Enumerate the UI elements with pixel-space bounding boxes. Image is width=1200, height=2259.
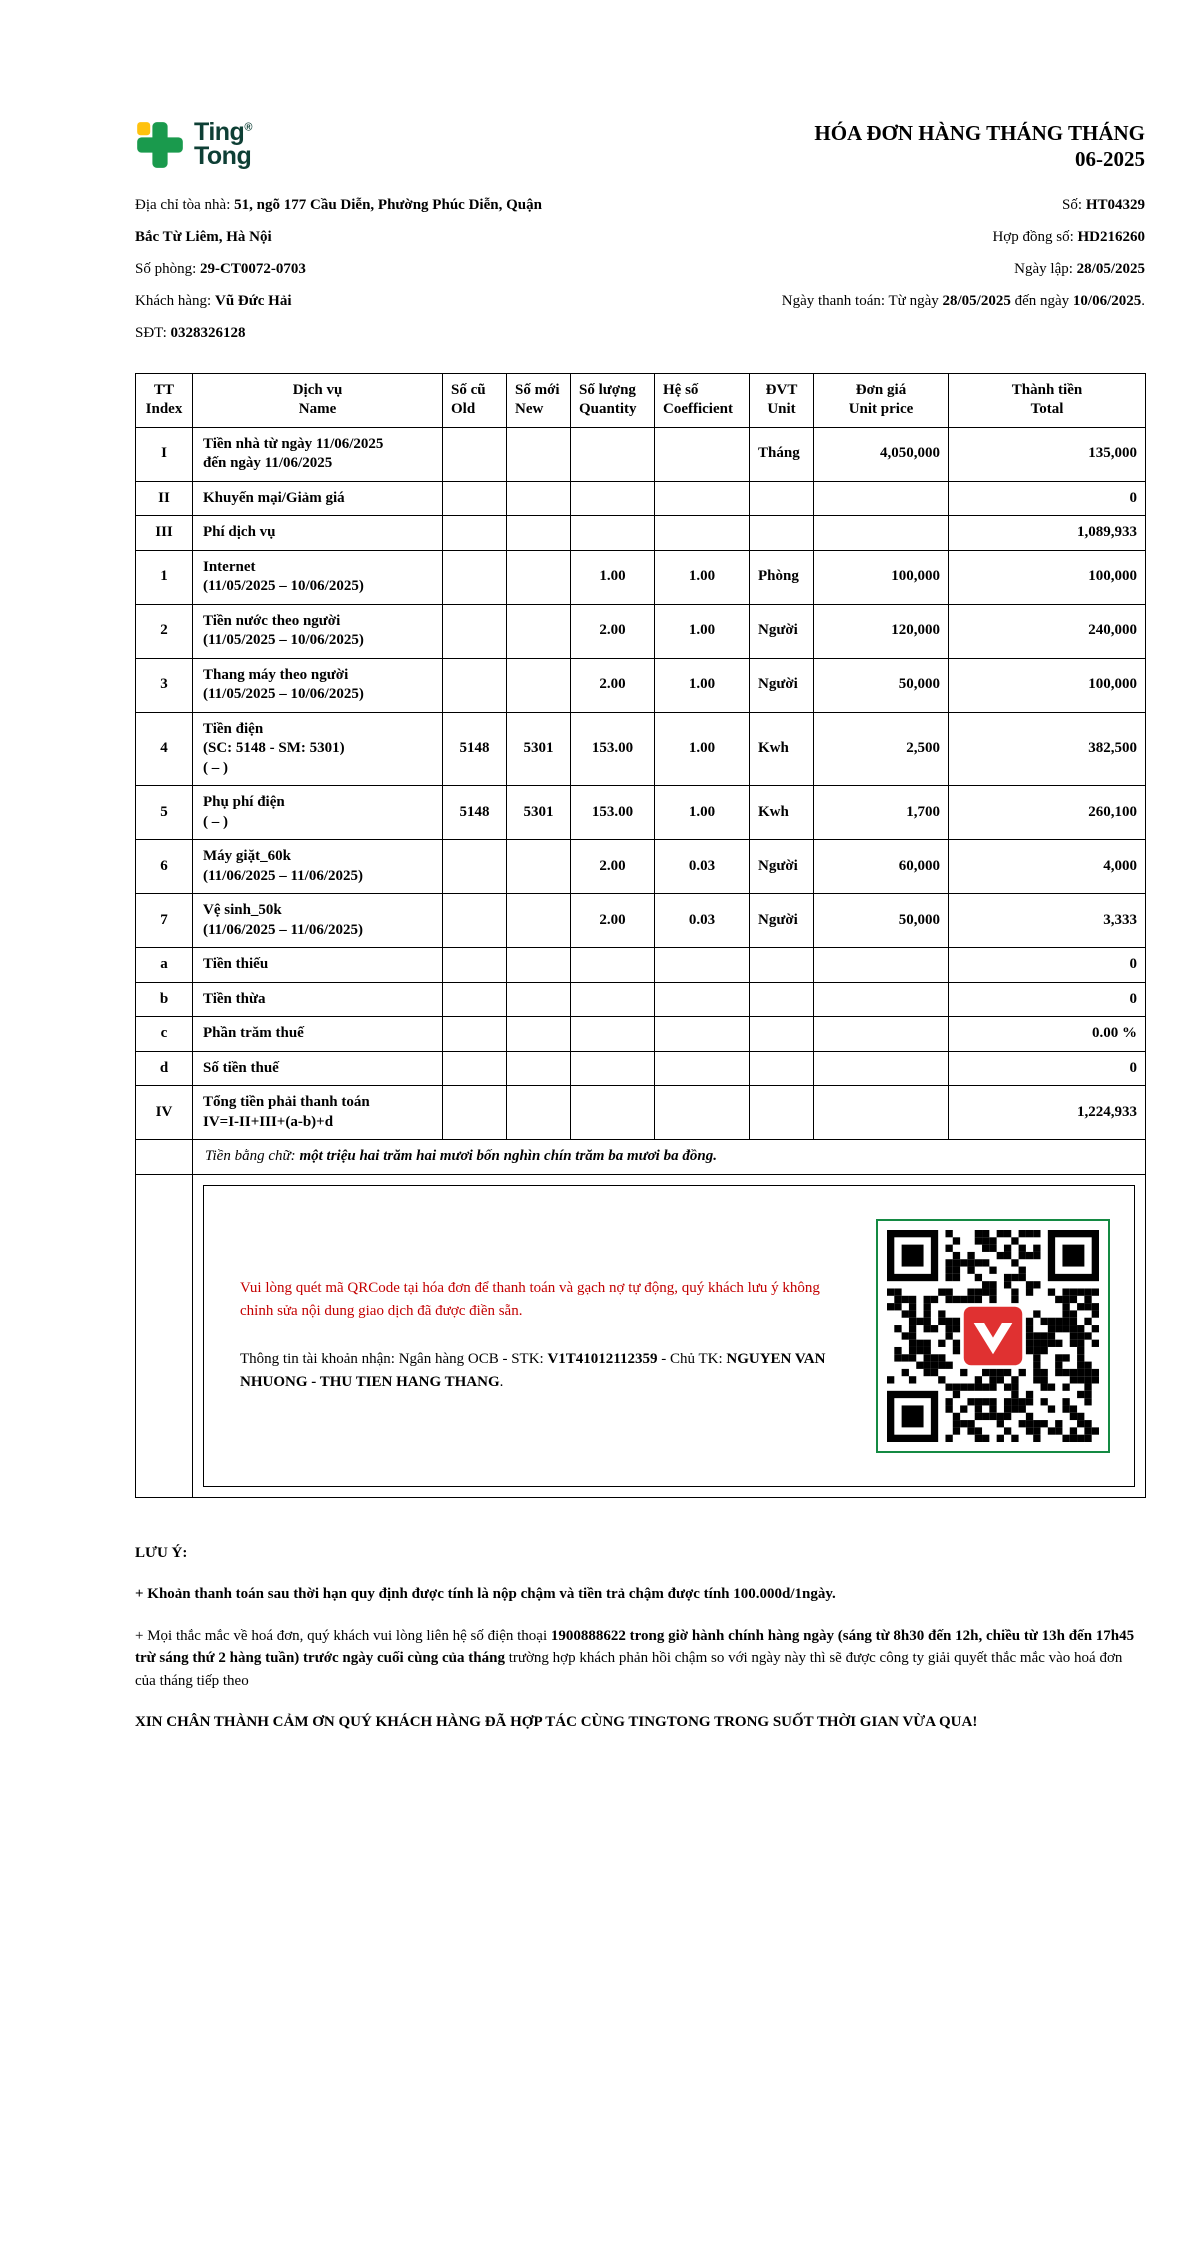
- cell-coef: 1.00: [655, 712, 750, 786]
- text-segment: 29-CT0072-0703: [200, 260, 306, 277]
- cell-price: 50,000: [814, 894, 949, 948]
- logo-line-2: Tong: [194, 142, 252, 170]
- cell-total: 0: [949, 481, 1146, 516]
- text-segment: .: [499, 1373, 504, 1390]
- info-line: [135, 189, 690, 221]
- column-header-qty: Số lượng Quantity: [571, 373, 655, 427]
- cell-tt: IV: [136, 1086, 193, 1140]
- payment-row: [136, 1174, 1146, 1497]
- cell-old: [443, 1086, 507, 1140]
- text-segment: Địa chỉ tòa nhà:: [135, 196, 235, 213]
- text-segment: 1900888622: [550, 1627, 626, 1644]
- cell-total: 100,000: [949, 658, 1146, 712]
- cell-new: [507, 516, 571, 551]
- cell-tt: d: [136, 1051, 193, 1086]
- cell-unit: [750, 1051, 814, 1086]
- table-row-II: [136, 481, 1146, 516]
- invoice-title: HÓA ĐƠN HÀNG THÁNG THÁNG 06-2025: [814, 121, 1145, 172]
- document-header: [135, 120, 1145, 173]
- text-segment: Thông tin tài khoản nhận: Ngân hàng OCB - STK:: [240, 1350, 548, 1367]
- invoice-info: [690, 189, 1145, 349]
- invoice-meta: [135, 189, 1145, 349]
- table-row-4: [136, 712, 1146, 786]
- cell-new: [507, 1017, 571, 1052]
- cell-unit: Tháng: [750, 427, 814, 481]
- cell-qty: [571, 481, 655, 516]
- cell-coef: [655, 1017, 750, 1052]
- cell-unit: Người: [750, 604, 814, 658]
- cell-coef: 1.00: [655, 658, 750, 712]
- cell-tt: b: [136, 982, 193, 1017]
- cell-unit: Kwh: [750, 786, 814, 840]
- cell-name: Máy giặt_60k (11/06/2025 – 11/06/2025): [193, 840, 443, 894]
- cell-name: Tiền nước theo người (11/05/2025 – 10/06/2025): [193, 604, 443, 658]
- cell-empty: [136, 1140, 193, 1175]
- amount-in-words-cell: [193, 1140, 1146, 1175]
- cell-qty: 2.00: [571, 604, 655, 658]
- cell-old: [443, 516, 507, 551]
- cell-tt: 1: [136, 550, 193, 604]
- cell-qty: 2.00: [571, 840, 655, 894]
- text-segment: Bắc Từ Liêm, Hà Nội: [135, 228, 272, 245]
- cell-price: 1,700: [814, 786, 949, 840]
- text-segment: HT04329: [1085, 196, 1145, 213]
- column-header-coef: Hệ số Coefficient: [655, 373, 750, 427]
- late-payment-note: + Khoản thanh toán sau thời hạn quy định được tính là nộp chậm và tiền trả chậm được tính 100.000d/1ngày.: [135, 1586, 836, 1602]
- cell-name: Phí dịch vụ: [193, 516, 443, 551]
- cell-new: [507, 481, 571, 516]
- cell-tt: 7: [136, 894, 193, 948]
- text-segment: + Mọi thắc mắc về hoá đơn, quý khách vui lòng liên hệ số điện thoại: [135, 1627, 551, 1644]
- cell-qty: 153.00: [571, 786, 655, 840]
- table-row-a: [136, 948, 1146, 983]
- text-segment: 28/05/2025: [1076, 260, 1145, 277]
- cell-total: 0: [949, 948, 1146, 983]
- cell-price: [814, 982, 949, 1017]
- cell-name: Tiền điện (SC: 5148 - SM: 5301) ( – ): [193, 712, 443, 786]
- cell-total: 0.00 %: [949, 1017, 1146, 1052]
- cell-price: 50,000: [814, 658, 949, 712]
- text-segment: - Chủ TK:: [657, 1350, 727, 1367]
- cell-tt: I: [136, 427, 193, 481]
- text-segment: trước ngày cuối cùng của tháng: [299, 1650, 505, 1666]
- closing-thanks: XIN CHÂN THÀNH CẢM ƠN QUÝ KHÁCH HÀNG ĐÃ HỢP TÁC CÙNG TINGTONG TRONG SUỐT THỜI GIAN VỪA QUA!: [135, 1714, 978, 1730]
- info-line: [135, 285, 690, 317]
- cell-new: [507, 840, 571, 894]
- cell-unit: Người: [750, 894, 814, 948]
- text-segment: trong giờ hành chính hàng ngày (sáng từ 8h30 đến 12h, chiều từ 13h đến 17h45 trừ sáng thứ 2 hàng tuần): [135, 1627, 1135, 1666]
- cell-qty: [571, 948, 655, 983]
- cell-unit: [750, 516, 814, 551]
- cell-qty: [571, 1017, 655, 1052]
- cell-unit: Người: [750, 840, 814, 894]
- cell-tt: III: [136, 516, 193, 551]
- column-header-price: Đơn giá Unit price: [814, 373, 949, 427]
- cell-new: 5301: [507, 786, 571, 840]
- cell-coef: 0.03: [655, 840, 750, 894]
- cell-price: [814, 948, 949, 983]
- tingtong-logo-text: [194, 118, 252, 170]
- text-segment: trường hợp khách phản hồi chậm so với ngày này thì sẽ được công ty giải quyết thắc mắc vào hoá đơn của tháng tiếp theo: [135, 1650, 1123, 1689]
- cell-tt: 5: [136, 786, 193, 840]
- cell-price: [814, 481, 949, 516]
- text-segment: Khách hàng:: [135, 292, 215, 309]
- cell-unit: Phòng: [750, 550, 814, 604]
- cell-total: 1,089,933: [949, 516, 1146, 551]
- cell-coef: [655, 948, 750, 983]
- cell-tt: 6: [136, 840, 193, 894]
- cell-old: [443, 427, 507, 481]
- cell-new: [507, 894, 571, 948]
- amount-in-words-label: Tiền bằng chữ:: [205, 1148, 300, 1164]
- cell-total: 100,000: [949, 550, 1146, 604]
- cell-tt: 2: [136, 604, 193, 658]
- cell-unit: [750, 982, 814, 1017]
- notes-heading: LƯU Ý:: [135, 1544, 188, 1561]
- payment-cell: [193, 1174, 1146, 1497]
- table-header-row: [136, 373, 1146, 427]
- column-header-name: Dịch vụ Name: [193, 373, 443, 427]
- cell-tt: c: [136, 1017, 193, 1052]
- cell-unit: [750, 1086, 814, 1140]
- text-segment: Số:: [1062, 196, 1086, 213]
- column-header-tt: TT Index: [136, 373, 193, 427]
- cell-old: [443, 1051, 507, 1086]
- invoice-table: [135, 373, 1146, 1498]
- cell-tt: 4: [136, 712, 193, 786]
- table-row-1: [136, 550, 1146, 604]
- account-info: [240, 1348, 840, 1395]
- cell-total: 0: [949, 1051, 1146, 1086]
- cell-price: 120,000: [814, 604, 949, 658]
- info-line: [135, 221, 690, 253]
- cell-price: 60,000: [814, 840, 949, 894]
- table-row-I: [136, 427, 1146, 481]
- column-header-old: Số cũ Old: [443, 373, 507, 427]
- column-header-total: Thành tiền Total: [949, 373, 1146, 427]
- tingtong-logo: [135, 120, 252, 170]
- cell-total: 0: [949, 982, 1146, 1017]
- cell-new: 5301: [507, 712, 571, 786]
- column-header-unit: ĐVT Unit: [750, 373, 814, 427]
- cell-qty: [571, 1051, 655, 1086]
- cell-coef: [655, 982, 750, 1017]
- cell-new: [507, 658, 571, 712]
- cell-unit: [750, 1017, 814, 1052]
- cell-name: Tiền nhà từ ngày 11/06/2025 đến ngày 11/06/2025: [193, 427, 443, 481]
- qr-code: [887, 1230, 1099, 1442]
- cell-new: [507, 982, 571, 1017]
- cell-old: 5148: [443, 786, 507, 840]
- text-segment: đến ngày: [1010, 292, 1073, 309]
- cell-old: [443, 550, 507, 604]
- cell-price: [814, 1086, 949, 1140]
- cell-old: [443, 481, 507, 516]
- cell-price: 4,050,000: [814, 427, 949, 481]
- info-line: [690, 221, 1145, 253]
- table-row-6: [136, 840, 1146, 894]
- cell-price: [814, 516, 949, 551]
- cell-total: 1,224,933: [949, 1086, 1146, 1140]
- text-segment: SĐT:: [135, 324, 171, 341]
- cell-total: 135,000: [949, 427, 1146, 481]
- cell-new: [507, 550, 571, 604]
- cell-new: [507, 1086, 571, 1140]
- cell-coef: [655, 1051, 750, 1086]
- cell-coef: 0.03: [655, 894, 750, 948]
- cell-coef: [655, 427, 750, 481]
- cell-qty: 2.00: [571, 658, 655, 712]
- cell-new: [507, 1051, 571, 1086]
- cell-qty: [571, 1086, 655, 1140]
- tingtong-logo-icon: [135, 120, 185, 170]
- cell-name: Số tiền thuế: [193, 1051, 443, 1086]
- qr-payment-note: Vui lòng quét mã QRCode tại hóa đơn để thanh toán và gạch nợ tự động, quý khách lưu ý không chỉnh sửa nội dung giao dịch đã được điền sẵn.: [240, 1280, 820, 1320]
- amount-in-words-value: một triệu hai trăm hai mươi bốn nghìn chín trăm ba mươi ba đồng.: [299, 1148, 717, 1164]
- table-row-b: [136, 982, 1146, 1017]
- cell-qty: [571, 982, 655, 1017]
- cell-qty: [571, 516, 655, 551]
- cell-name: Phần trăm thuế: [193, 1017, 443, 1052]
- table-row-III: [136, 516, 1146, 551]
- table-row-3: [136, 658, 1146, 712]
- cell-coef: 1.00: [655, 604, 750, 658]
- text-segment: HD216260: [1077, 228, 1145, 245]
- text-segment: .: [1141, 292, 1145, 309]
- cell-name: Internet (11/05/2025 – 10/06/2025): [193, 550, 443, 604]
- text-segment: 10/06/2025: [1072, 292, 1142, 309]
- cell-qty: 2.00: [571, 894, 655, 948]
- info-line: [135, 253, 690, 285]
- table-row-d: [136, 1051, 1146, 1086]
- logo-line-1: Ting: [194, 118, 245, 147]
- cell-coef: [655, 516, 750, 551]
- payment-texts: [222, 1277, 876, 1394]
- cell-new: [507, 948, 571, 983]
- cell-price: 100,000: [814, 550, 949, 604]
- cell-old: [443, 604, 507, 658]
- cell-name: Phụ phí điện ( – ): [193, 786, 443, 840]
- cell-tt: 3: [136, 658, 193, 712]
- cell-name: Vệ sinh_50k (11/06/2025 – 11/06/2025): [193, 894, 443, 948]
- table-row-7: [136, 894, 1146, 948]
- amount-in-words-row: [136, 1140, 1146, 1175]
- cell-total: 3,333: [949, 894, 1146, 948]
- info-line: [690, 285, 1145, 317]
- text-segment: Hợp đồng số:: [992, 228, 1078, 245]
- text-segment: NGUYEN VAN NHUONG - THU TIEN HANG THANG: [240, 1350, 826, 1390]
- customer-info: [135, 189, 690, 349]
- cell-new: [507, 427, 571, 481]
- cell-old: [443, 948, 507, 983]
- table-row-c: [136, 1017, 1146, 1052]
- cell-qty: 1.00: [571, 550, 655, 604]
- cell-name: Khuyến mại/Giảm giá: [193, 481, 443, 516]
- text-segment: Số phòng:: [135, 260, 201, 277]
- cell-name: Tiền thừa: [193, 982, 443, 1017]
- cell-coef: 1.00: [655, 550, 750, 604]
- text-segment: 28/05/2025: [942, 292, 1011, 309]
- notes-section: [135, 1542, 1145, 1734]
- cell-empty: [136, 1174, 193, 1497]
- cell-total: 382,500: [949, 712, 1146, 786]
- cell-coef: [655, 481, 750, 516]
- cell-name: Tổng tiền phải thanh toán IV=I-II+III+(a-b)+d: [193, 1086, 443, 1140]
- cell-unit: [750, 948, 814, 983]
- cell-price: [814, 1051, 949, 1086]
- cell-name: Thang máy theo người (11/05/2025 – 10/06/2025): [193, 658, 443, 712]
- cell-unit: Kwh: [750, 712, 814, 786]
- cell-tt: a: [136, 948, 193, 983]
- text-segment: 0328326128: [170, 324, 246, 341]
- cell-qty: [571, 427, 655, 481]
- cell-total: 260,100: [949, 786, 1146, 840]
- payment-box: [203, 1185, 1135, 1487]
- cell-old: [443, 1017, 507, 1052]
- cell-price: 2,500: [814, 712, 949, 786]
- cell-coef: 1.00: [655, 786, 750, 840]
- text-segment: Ngày lập:: [1014, 260, 1077, 277]
- cell-old: [443, 840, 507, 894]
- cell-unit: [750, 481, 814, 516]
- text-segment: Vũ Đức Hải: [214, 292, 292, 309]
- text-segment: V1T41012112359: [547, 1350, 658, 1367]
- cell-name: Tiền thiếu: [193, 948, 443, 983]
- cell-old: [443, 982, 507, 1017]
- table-row-5: [136, 786, 1146, 840]
- table-row-IV: [136, 1086, 1146, 1140]
- table-row-2: [136, 604, 1146, 658]
- info-line: [135, 317, 690, 349]
- cell-qty: 153.00: [571, 712, 655, 786]
- cell-price: [814, 1017, 949, 1052]
- cell-old: [443, 658, 507, 712]
- info-line: [690, 189, 1145, 221]
- cell-old: [443, 894, 507, 948]
- cell-total: 240,000: [949, 604, 1146, 658]
- hotline-note: [135, 1625, 1145, 1693]
- cell-old: 5148: [443, 712, 507, 786]
- qr-frame: [876, 1219, 1110, 1453]
- cell-total: 4,000: [949, 840, 1146, 894]
- cell-tt: II: [136, 481, 193, 516]
- column-header-new: Số mới New: [507, 373, 571, 427]
- text-segment: 51, ngõ 177 Cầu Diễn, Phường Phúc Diễn, Quận: [234, 196, 542, 213]
- cell-new: [507, 604, 571, 658]
- registered-mark: ®: [244, 121, 252, 134]
- cell-coef: [655, 1086, 750, 1140]
- info-line: [690, 253, 1145, 285]
- text-segment: Ngày thanh toán: Từ ngày: [781, 292, 943, 309]
- cell-unit: Người: [750, 658, 814, 712]
